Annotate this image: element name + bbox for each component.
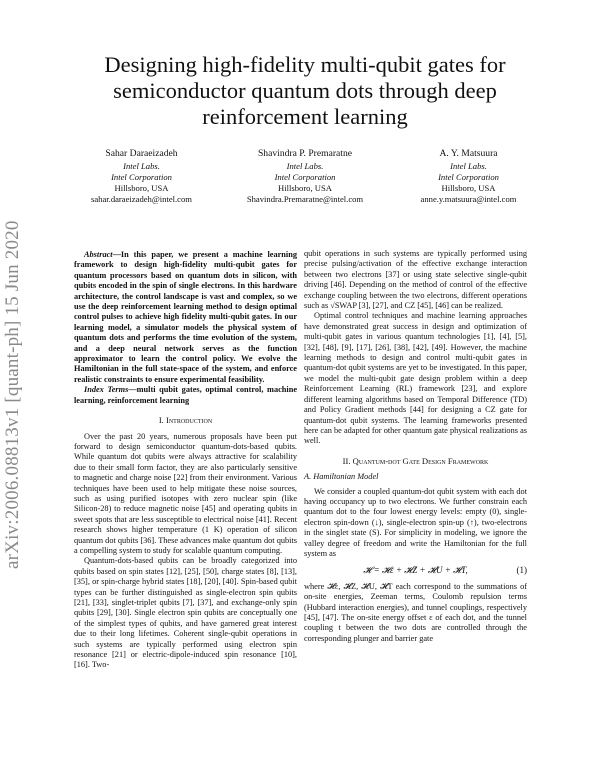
author-dept: Intel Labs.	[123, 160, 160, 171]
body-paragraph-2: Optimal control techniques and machine learning approaches have demonstrated great success in design and optimization of multi-qubit gates in various quantum technologies [1], [4], [5], [32], [48], [9], [17], [26], [38], [42], [49]. However, the machine learning methods to design and control multi-qubit gates in quantum-dot qubit systems are yet to be investigated. In this paper, we model the multi-qubit gate design problem within a deep Reinforcement Learning (RL) framework [23], and explore different learning algorithms based on Temporal Difference (TD) and Policy Gradient methods [44] for designing a CZ gate for quantum-dot qubit systems. The learning frameworks presented here can be adapted for other quantum gate physical realizations as well.	[304, 311, 527, 446]
index-terms-label: Index Terms	[84, 385, 129, 395]
section-heading-framework: II. Quantum-dot Gate Design Framework	[342, 455, 489, 466]
body-paragraph-1: qubit operations in such systems are typically performed using precise pulsing/activation of the effective exchange interaction between two electrons [37] or using state selective single-qubit driving [46]. Depending on the method of control of the effective exchange coupling between the two electrons, different operations such as √SWAP [3], [27], and CZ [45], [46] can be realized.	[304, 249, 527, 311]
author-dept: Intel Labs.	[286, 160, 324, 171]
right-column	[304, 249, 527, 644]
intro-paragraph-2: Quantum-dots-based qubits can be broadly categorized into qubits based on spin states [12], [25], [50], charge states [8], [13], [35], or spin-charge hybrid states [18], [20], [40]. Spin-based qubit types can be further distinguished as single-electron spin qubits [21], [33], singlet-triplet qubits [7], [37], and exchange-only spin qubits [29], [30]. Single electron spin qubits are conceptually one of the simplest types of qubits, and have garnered great interest due to their long lifetimes. Coherent single-qubit operations in such systems are typically performed using electron spin resonance [21] or electric-dipole-induced spin resonance [10], [16]. Two-	[74, 556, 297, 670]
abstract	[74, 250, 297, 385]
author-email: sahar.daraeizadeh@intel.com	[91, 194, 192, 205]
author-org: Intel Corporation	[438, 171, 499, 182]
author-name: A. Y. Matsuura	[439, 148, 498, 159]
index-terms-text: —multi qubit gates, optimal control, machine learning, reinforcement learning	[74, 385, 297, 405]
equation-number: (1)	[516, 565, 527, 576]
author-block	[60, 148, 550, 205]
author-name: Sahar Daraeizadeh	[105, 148, 178, 159]
abstract-text: —In this paper, we present a machine learning framework to design high-fidelity multi-qubit gates for quantum processors based on quantum dots in silicon, with qubits encoded in the spin of single electrons. In this hardware architecture, the control landscape is vast and complex, so we use the deep reinforcement learning method to design optimal control pulses to achieve high fidelity multi-qubit gates. In our learning model, a simulator models the physical system of quantum dots and performs the time evolution of the system, and a deep neural network serves as the function approximator to learn the control policy. We evolve the Hamiltonian in the full state-space of the system, and enforce realistic constraints to ensure experimental feasibility.	[74, 250, 297, 384]
author-email: anne.y.matsuura@intel.com	[420, 194, 517, 205]
author-org: Intel Corporation	[274, 171, 336, 182]
subsection-heading-hamiltonian: A. Hamiltonian Model	[304, 472, 379, 482]
author-city: Hillsboro, USA	[441, 183, 496, 193]
author-1	[60, 148, 223, 205]
author-2	[224, 148, 387, 205]
author-city: Hillsboro, USA	[114, 183, 169, 193]
author-3	[387, 148, 550, 205]
author-org: Intel Corporation	[111, 171, 172, 182]
left-column	[74, 250, 297, 671]
author-name: Shavindra P. Premaratne	[257, 148, 353, 159]
section-heading-introduction: I. Introduction	[158, 415, 213, 426]
abstract-label: Abstract	[84, 250, 113, 259]
intro-paragraph-1: Over the past 20 years, numerous proposals have been put forward to design semiconductor quantum-dots-based qubits. While quantum dot qubits were always attractive for scalability due to their small form factor, they are also particularly sensitive to magnetic and charge noise [22] from their environment. Various techniques have been used to help mitigate these noise sources, such as using purified isotopes with zero nuclear spin (like Silicon-28) to reduce magnetic noise [45] and operating qubits in sweet spots that are less susceptible to electrical noise [41]. Recent research shows higher temperature (1 K) operation of silicon quantum dot qubits [36]. These advances make quantum dot qubits a compelling system to study for scalable quantum computing.	[74, 431, 297, 555]
body-paragraph-4: where 𝓗ε, 𝓗Z, 𝓗U, 𝓗T each correspond to the summations of on-site energies, Zeeman terms, Coulomb repulsion terms (Hubbard interaction energies), and tunnel couplings, respectively [45], [47]. The on-site energy offset ε of each dot, and the tunnel coupling t between the two dots are controlled through the corresponding plunger and barrier gate	[304, 581, 527, 643]
paper-title: Designing high-fidelity multi-qubit gates for semiconductor quantum dots through deep reinforcement learning	[104, 52, 506, 129]
index-terms	[74, 385, 297, 406]
author-city: Hillsboro, USA	[278, 183, 332, 193]
equation-body: 𝓗 = 𝓗ε + 𝓗Z + 𝓗U + 𝓗T,	[363, 565, 468, 576]
body-paragraph-3: We consider a coupled quantum-dot qubit system with each dot having occupancy up to two electrons. We further constrain each quantum dot to the four lowest energy levels: empty (0), single-electron spin-down (↓), single-electron spin-up (↑), two-electrons in the singlet state (S). For simplicity in modeling, we ignore the valley degree of freedom and write the Hamiltonian for the full system as	[304, 486, 527, 558]
equation-1	[304, 565, 527, 575]
author-email: Shavindra.Premaratne@intel.com	[246, 194, 364, 205]
arxiv-identifier: arXiv:2006.08813v1 [quant-ph] 15 Jun 2020	[2, 220, 23, 570]
author-dept: Intel Labs.	[450, 160, 487, 171]
